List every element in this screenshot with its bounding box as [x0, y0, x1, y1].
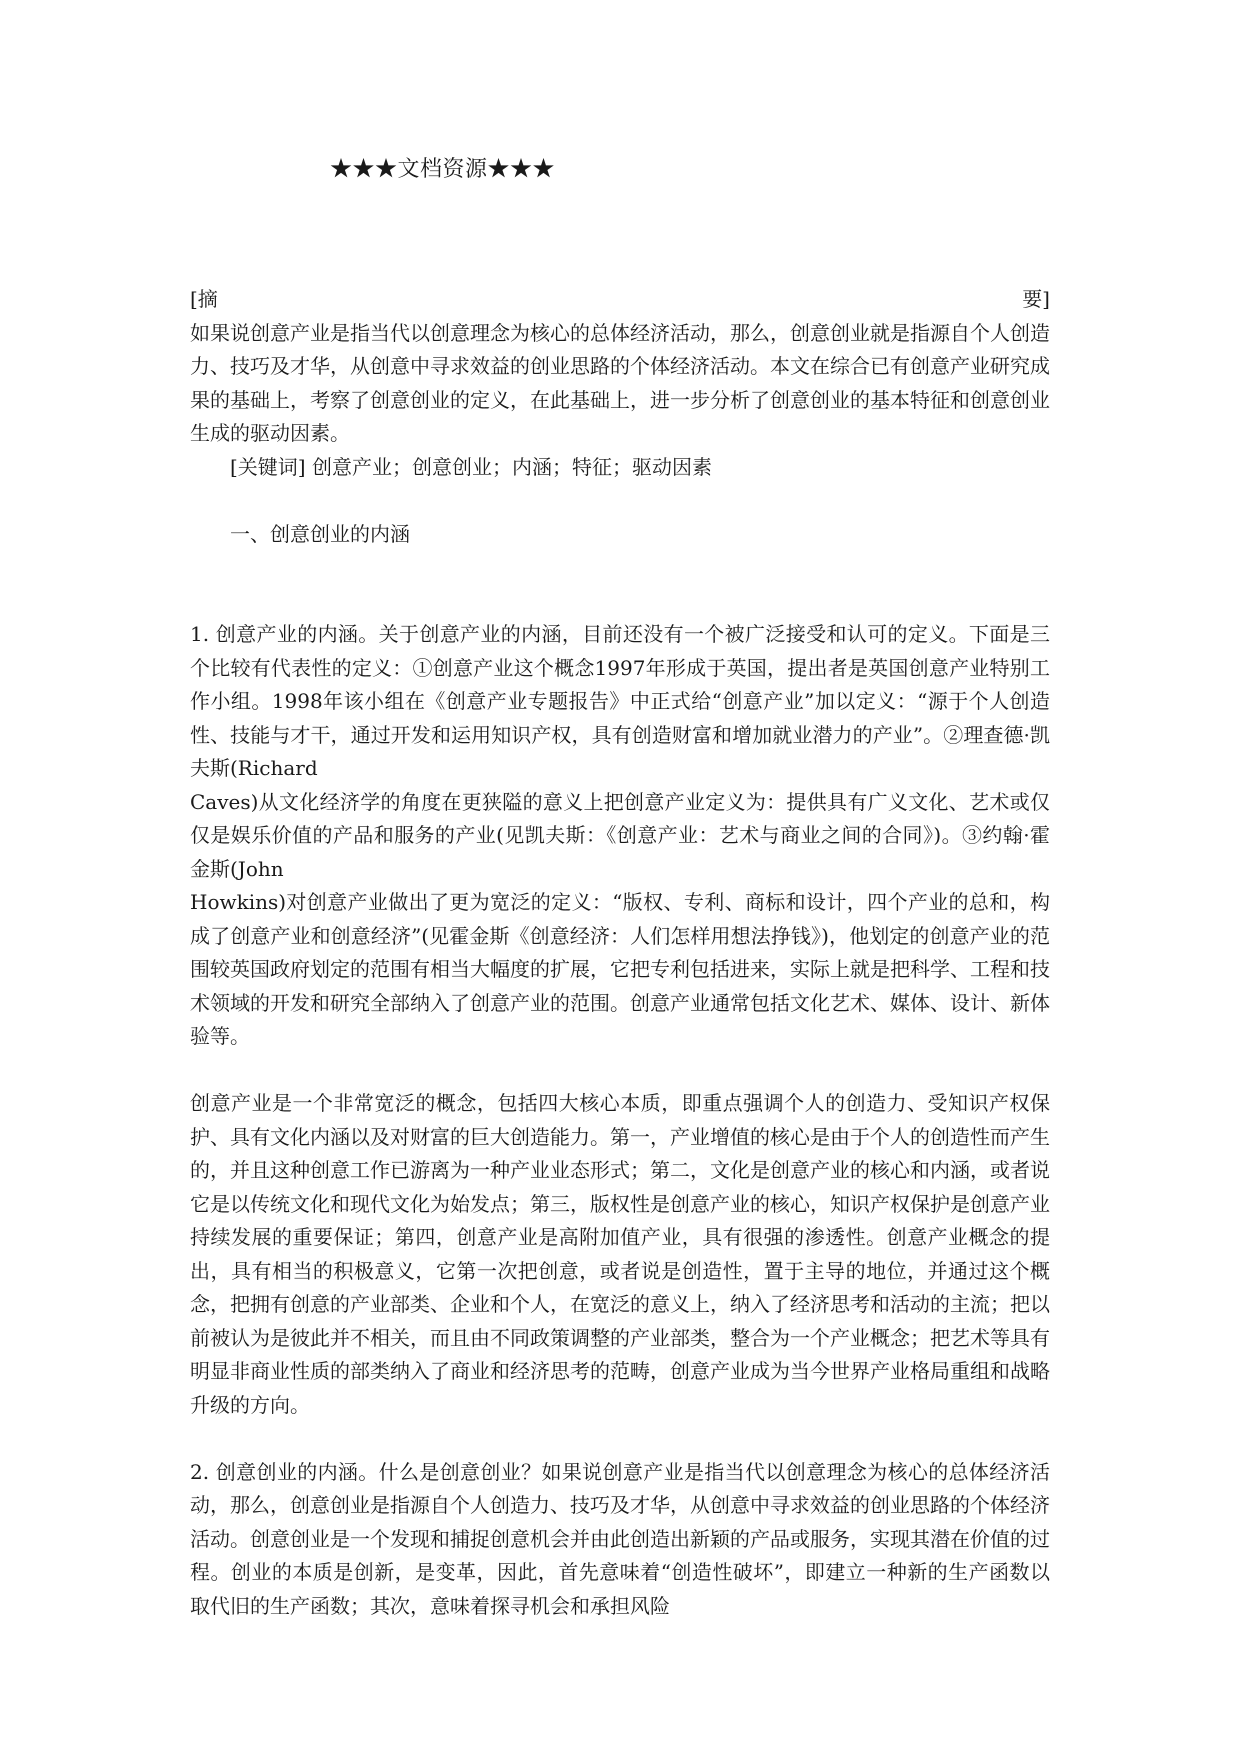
paragraph-1-part-a: 1. 创意产业的内涵。关于创意产业的内涵，目前还没有一个被广泛接受和认可的定义。下面是三个比较有代表性的定义：①创意产业这个概念1997年形成于英国，提出者是英国创意产业特别工作小组。1998年该小组在《创意产业专题报告》中正式给“创意产业”加以定义：“源于个人创造性、技能与才干，通过开发和运用知识产权，具有创造财富和增加就业潜力的产业”。②理查德·凯夫斯(Richard [190, 622, 1050, 780]
section-title: 一、创意创业的内涵 [230, 521, 410, 546]
abstract-label-row [190, 283, 1050, 317]
abstract-label-right: 要] [1022, 287, 1050, 311]
paragraph-3: 2. 创意创业的内涵。什么是创意创业？如果说创意产业是指当代以创意理念为核心的总体经济活动，那么，创意创业是指源自个人创造力、技巧及才华，从创意中寻求效益的创业思路的个体经济活动。创意创业是一个发现和捕捉创意机会并由此创造出新颖的产品或服务，实现其潜在价值的过程。创业的本质是创新，是变革，因此，首先意味着“创造性破坏”，即建立一种新的生产函数以取代旧的生产函数；其次，意味着探寻机会和承担风险 [190, 1459, 1050, 1618]
spacer [190, 484, 1050, 518]
spacer [190, 1054, 1050, 1088]
keywords-line: [关键词] 创意产业；创意创业；内涵；特征；驱动因素 [230, 454, 712, 479]
paragraph-1-part-c: Howkins)对创意产业做出了更为宽泛的定义：“版权、专利、商标和设计，四个产业的总和，构成了创意产业和创意经济”(见霍金斯《创意经济：人们怎样用想法挣钱》)，他划定的创意产业的范围较英国政府划定的范围有相当大幅度的扩展，它把专利包括进来，实际上就是把科学、工程和技术领域的开发和研究全部纳入了创意产业的范围。创意产业通常包括文化艺术、媒体、设计、新体验等。 [190, 890, 1050, 1048]
paragraph-1-part-b: Caves)从文化经济学的角度在更狭隘的意义上把创意产业定义为：提供具有广义文化、艺术或仅仅是娱乐价值的产品和服务的产业(见凯夫斯：《创意产业：艺术与商业之间的合同》)。③约翰·霍金斯(John [190, 789, 1050, 881]
spacer [190, 551, 1050, 618]
paragraph-2: 创意产业是一个非常宽泛的概念，包括四大核心本质，即重点强调个人的创造力、受知识产权保护、具有文化内涵以及对财富的巨大创造能力。第一，产业增值的核心是由于个人的创造性而产生的，并且这种创意工作已游离为一种产业业态形式；第二，文化是创意产业的核心和内涵，或者说它是以传统文化和现代文化为始发点；第三，版权性是创意产业的核心，知识产权保护是创意产业持续发展的重要保证；第四，创意产业是高附加值产业，具有很强的渗透性。创意产业概念的提出，具有相当的积极意义，它第一次把创意，或者说是创造性，置于主导的地位，并通过这个概念，把拥有创意的产业部类、企业和个人，在宽泛的意义上，纳入了经济思考和活动的主流；把以前被认为是彼此并不相关，而且由不同政策调整的产业部类，整合为一个产业概念；把艺术等具有明显非商业性质的部类纳入了商业和经济思考的范畴，创意产业成为当今世界产业格局重组和战略升级的方向。 [190, 1091, 1050, 1417]
document-header-title: ★★★文档资源★★★ [330, 157, 556, 182]
abstract-text: 如果说创意产业是指当代以创意理念为核心的总体经济活动，那么，创意创业就是指源自个人创造力、技巧及才华，从创意中寻求效益的创业思路的个体经济活动。本文在综合已有创意产业研究成果的基础上，考察了创意创业的定义，在此基础上，进一步分析了创意创业的基本特征和创意创业生成的驱动因素。 [190, 320, 1050, 445]
abstract-label-left: [摘 [190, 287, 218, 311]
document-body [190, 283, 1050, 1623]
spacer [190, 1422, 1050, 1456]
